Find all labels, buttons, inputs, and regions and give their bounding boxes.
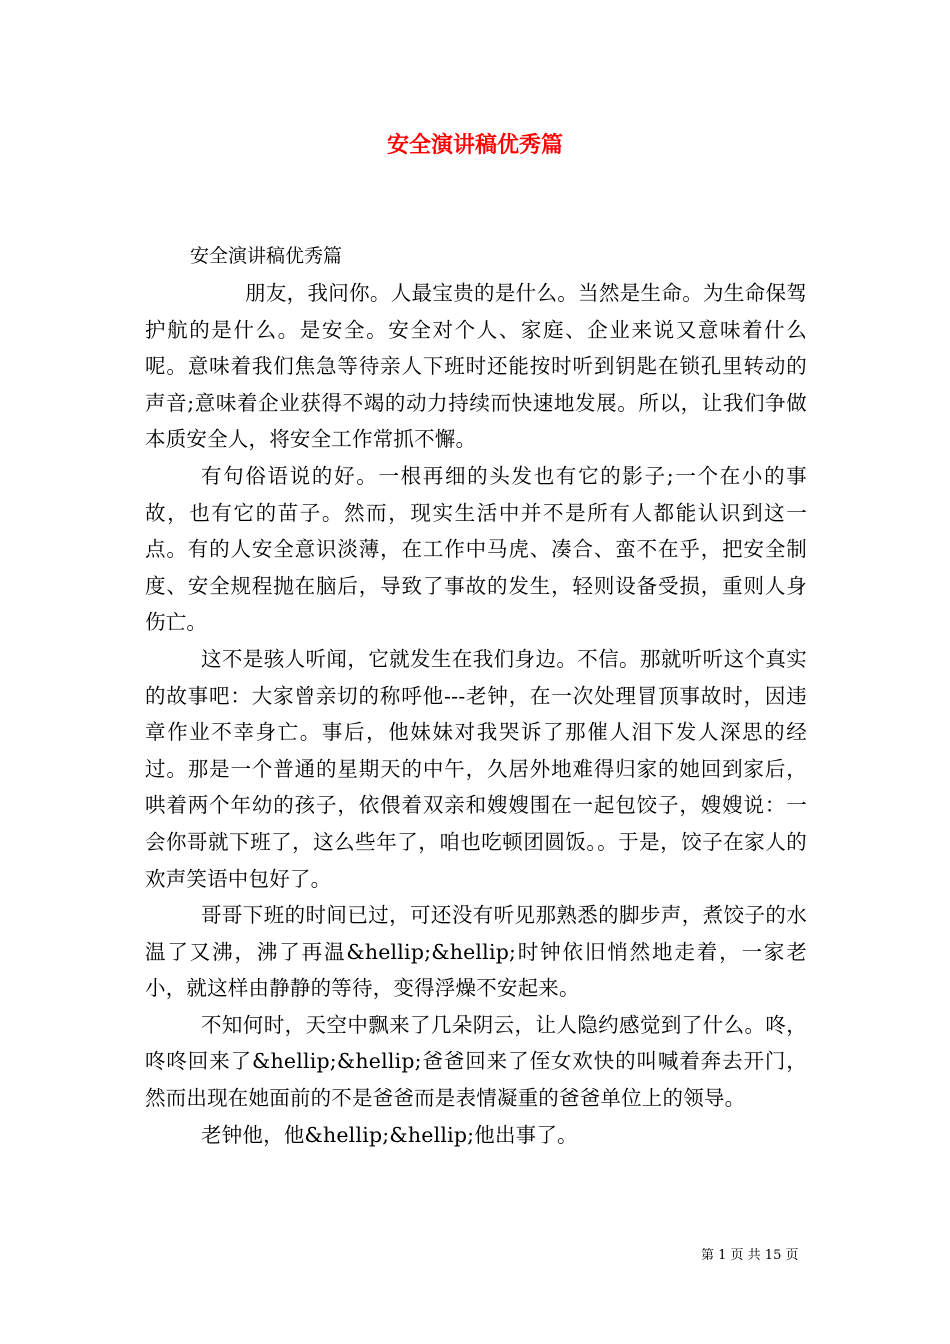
document-title: 安全演讲稿优秀篇 [386, 132, 563, 158]
paragraph-6: 老钟他，他&hellip;&hellip;他出事了。 [201, 1122, 578, 1147]
paragraph-5: 不知何时，天空中飘来了几朵阴云，让人隐约感觉到了什么。咚，咚咚回来了&hellip;&hellip;爸爸回来了侄女欢快的叫喊着奔去开门，然而出现在她面前的不是爸爸而是表情凝重的爸爸单位上的领导。 [145, 1012, 807, 1111]
document-body [145, 275, 807, 1153]
page-number: 第 1 页 共 15 页 [701, 1248, 799, 1263]
document-subtitle: 安全演讲稿优秀篇 [190, 245, 343, 267]
paragraph-4: 哥哥下班的时间已过，可还没有听见那熟悉的脚步声，煮饺子的水温了又沸，沸了再温&hellip;&hellip;时钟依旧悄然地走着，一家老小，就这样由静静的等待，变得浮燥不安起来。 [145, 903, 807, 1001]
paragraph-2: 有句俗语说的好。一根再细的头发也有它的影子;一个在小的事故，也有它的苗子。然而，现实生活中并不是所有人都能认识到这一点。有的人安全意识淡薄，在工作中马虎、凑合、蛮不在乎，把安全制度、安全规程抛在脑后，导致了事故的发生，轻则设备受损，重则人身伤亡。 [145, 463, 807, 635]
paragraph-1: 朋友，我问你。人最宝贵的是什么。当然是生命。为生命保驾护航的是什么。是安全。安全对个人、家庭、企业来说又意味着什么呢。意味着我们焦急等待亲人下班时还能按时听到钥匙在锁孔里转动的声音;意味着企业获得不竭的动力持续而快速地发展。所以，让我们争做本质安全人，将安全工作常抓不懈。 [145, 281, 807, 452]
paragraph-3: 这不是骇人听闻，它就发生在我们身边。不信。那就听听这个真实的故事吧：大家曾亲切的称呼他---老钟，在一次处理冒顶事故时，因违章作业不幸身亡。事后，他妹妹对我哭诉了那催人泪下发人深思的经过。那是一个普通的星期天的中午，久居外地难得归家的她回到家后，哄着两个年幼的孩子，依偎着双亲和嫂嫂围在一起包饺子，嫂嫂说：一会你哥就下班了，这么些年了，咱也吃顿团圆饭。。于是，饺子在家人的欢声笑语中包好了。 [145, 646, 807, 891]
